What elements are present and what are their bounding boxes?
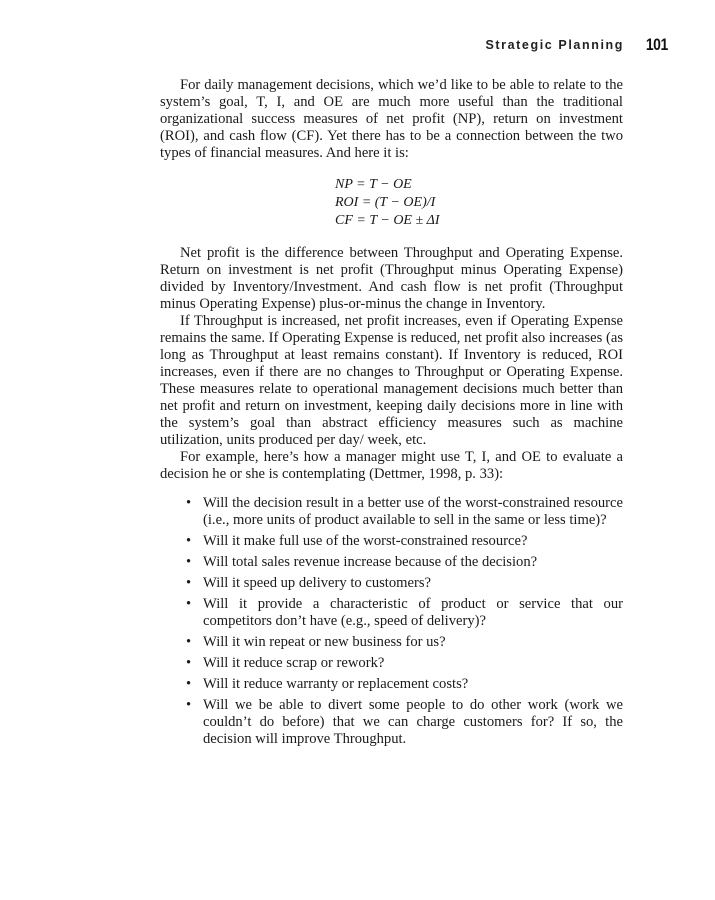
bullet-marker: • bbox=[186, 533, 192, 549]
equation-net-profit: NP = T − OE bbox=[335, 177, 412, 192]
list-item bbox=[185, 596, 623, 630]
list-item-text: Will it reduce warranty or replacement costs? bbox=[203, 676, 469, 692]
page-number: 101 bbox=[645, 35, 668, 54]
list-item-text: Will it make full use of the worst-constrained resource? bbox=[203, 533, 528, 549]
bullet-marker: • bbox=[186, 676, 192, 692]
bullet-marker: • bbox=[186, 575, 192, 591]
list-item bbox=[185, 697, 623, 748]
list-item bbox=[185, 554, 623, 571]
paragraph-definitions: Net profit is the difference between Throughput and Operating Expense. Return on investment is net profit (Throughput minus Operating Expense) divided by Inventory/Investment. And cash flow is net profit (Throughput minus Operating Expense) plus-or-minus the change in Inventory. bbox=[160, 245, 623, 312]
list-item bbox=[185, 655, 623, 672]
list-item bbox=[185, 533, 623, 550]
bullet-marker: • bbox=[186, 634, 192, 650]
running-header-title: Strategic Planning bbox=[485, 38, 624, 52]
bullet-marker: • bbox=[186, 596, 192, 612]
list-item-text: Will it reduce scrap or rework? bbox=[203, 655, 385, 671]
bullet-marker: • bbox=[186, 655, 192, 671]
running-header bbox=[160, 36, 668, 58]
bullet-marker: • bbox=[186, 554, 192, 570]
decision-questions-list bbox=[160, 495, 623, 748]
list-item-text: Will we be able to divert some people to do other work (work we couldn’t do before) that we can charge customers for? If so, the decision will improve Throughput. bbox=[203, 697, 623, 747]
list-item-text: Will the decision result in a better use of the worst-constrained resource (i.e., more units of product available to sell in the same or less time)? bbox=[203, 495, 623, 528]
list-item-text: Will it provide a characteristic of product or service that our competitors don’t have (e.g., speed of delivery)? bbox=[203, 596, 623, 629]
list-item bbox=[185, 676, 623, 693]
page-body bbox=[160, 77, 623, 752]
list-item bbox=[185, 495, 623, 529]
list-item bbox=[185, 634, 623, 651]
list-item bbox=[185, 575, 623, 592]
bullet-marker: • bbox=[186, 495, 192, 511]
equation-cash-flow: CF = T − OE ± ΔI bbox=[335, 213, 440, 228]
intro-paragraph: For daily management decisions, which we’d like to be able to relate to the system’s goal, T, I, and OE are much more useful than the traditional organizational success measures of net profit (NP), return on investment (ROI), and cash flow (CF). Yet there has to be a connection between the two types of financial measures. And here it is: bbox=[160, 77, 623, 161]
paragraph-example: For example, here’s how a manager might use T, I, and OE to evaluate a decision he or she is contemplating (Dettmer, 1998, p. 33): bbox=[160, 449, 623, 482]
equation-roi: ROI = (T − OE)/I bbox=[335, 195, 436, 210]
equation-block bbox=[160, 176, 623, 230]
list-item-text: Will it speed up delivery to customers? bbox=[203, 575, 431, 591]
paragraph-effects: If Throughput is increased, net profit increases, even if Operating Expense remains the same. If Operating Expense is reduced, net profit also increases (as long as Throughput at least remains constant). If Inventory is reduced, ROI increases, even if there are no changes to Throughput or Operating Expense. These measures relate to operational management decisions much better than net profit and return on investment, keeping daily decisions more in line with the system’s goal than abstract efficiency measures such as machine utilization, units produced per day/ week, etc. bbox=[160, 313, 623, 448]
list-item-text: Will total sales revenue increase because of the decision? bbox=[203, 554, 538, 570]
list-item-text: Will it win repeat or new business for us? bbox=[203, 634, 446, 650]
bullet-marker: • bbox=[186, 697, 192, 713]
